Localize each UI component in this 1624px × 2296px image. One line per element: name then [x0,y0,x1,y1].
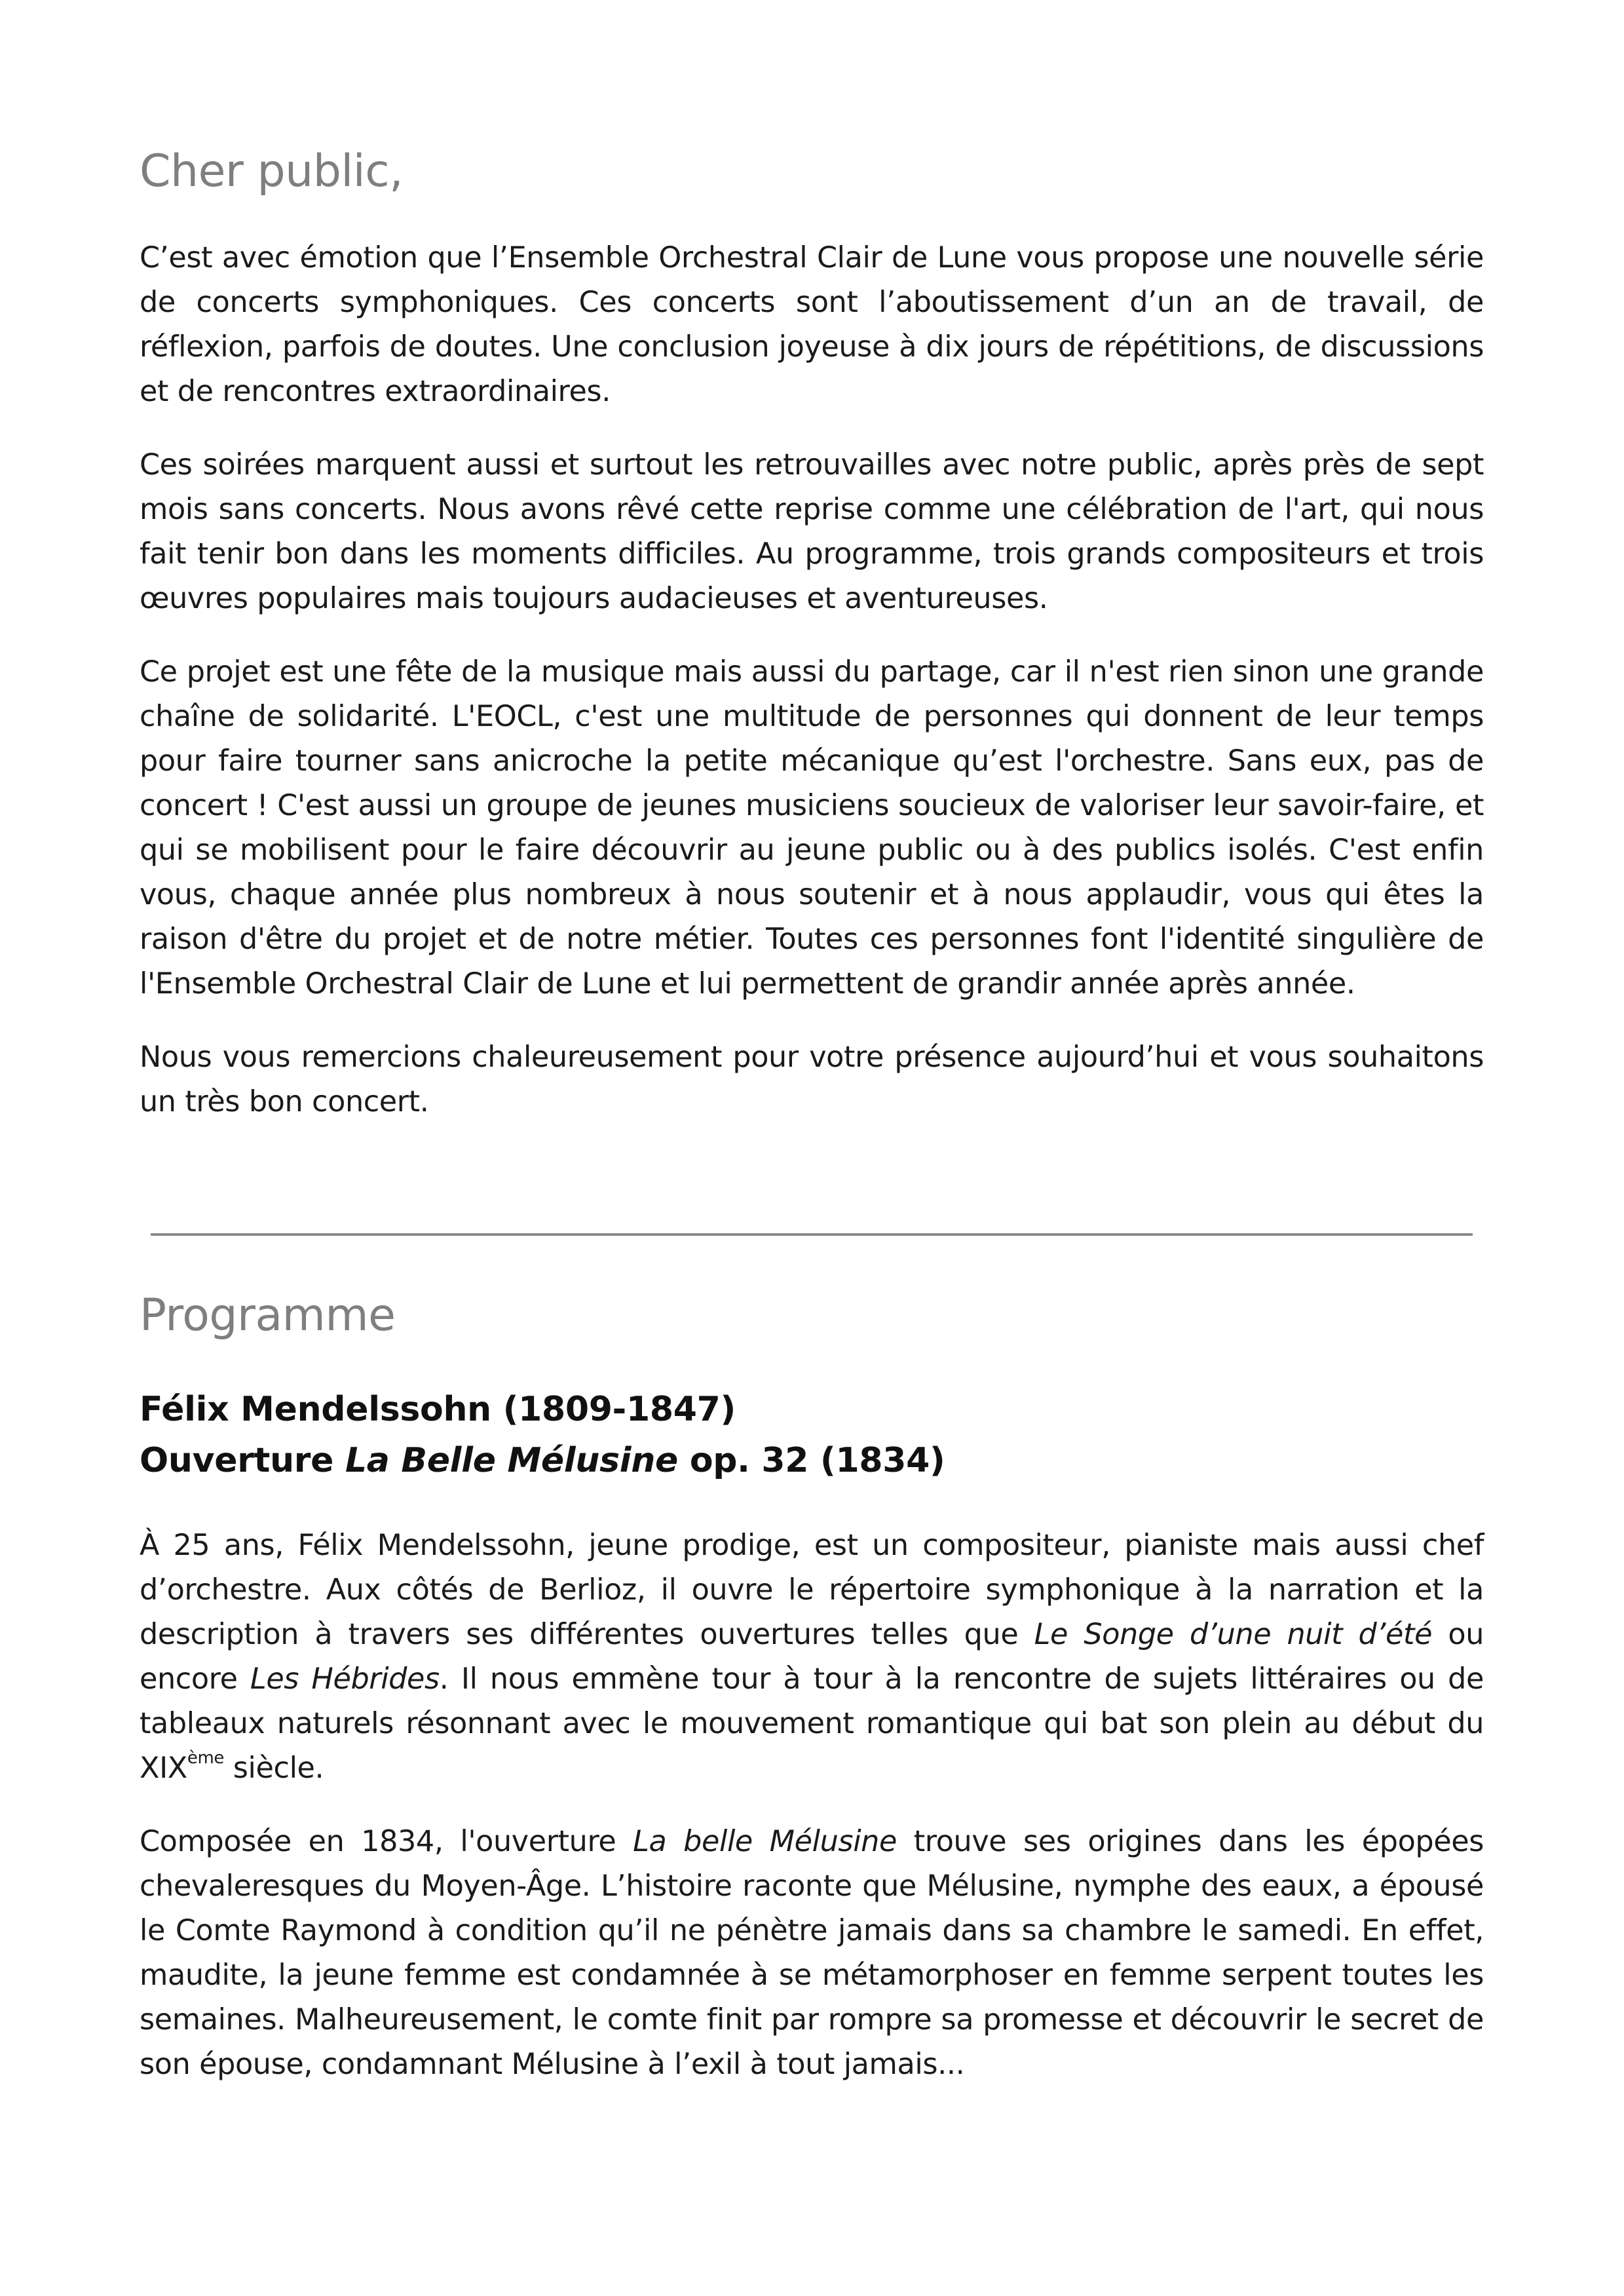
work-title: La Belle Mélusine [345,1441,679,1480]
composer-name: Félix Mendelssohn (1809-1847) [140,1390,736,1429]
piece-notes [140,1523,1484,2116]
notes-text: ou encore [140,1618,1484,1696]
section-divider [151,1233,1473,1236]
letter-greeting: Cher public, [140,145,404,197]
notes-text: . Il nous emmène tour à tour à la rencontre de sujets littéraires ou de tableaux naturels résonnant avec le mouvement romantique qui bat son plein au début du XIX [140,1662,1484,1785]
notes-text: siècle. [224,1751,324,1785]
letter-paragraph: Nous vous remercions chaleureusement pour votre présence aujourd’hui et vous souhaitons un très bon concert. [140,1041,1484,1119]
notes-superscript: ème [187,1748,225,1768]
notes-paragraph-1 [140,1523,1484,1791]
letter-paragraph: C’est avec émotion que l’Ensemble Orchestral Clair de Lune vous propose une nouvelle série de concerts symphoniques. Ces concerts sont l’aboutissement d’un an de travail, de réflexion, parfois de doutes. Une conclusion joyeuse à dix jours de répétitions, de discussions et de rencontres extraordinaires. [140,241,1484,408]
notes-italic: Le Songe d’une nuit d’été [1034,1618,1433,1651]
letter-body [140,236,1484,1153]
notes-text: trouve ses origines dans les épopées chevaleresques du Moyen-Âge. L’histoire raconte que Mélusine, nymphe des eaux, a épousé le Comte Raymond à condition qu’il ne pénètre jamais dans sa chambre le samedi. En effet, maudite, la jeune femme est condamnée à se métamorphoser en femme serpent toutes les semaines. Malheureusement, le comte finit par rompre sa promesse et découvrir le secret de son épouse, condamnant Mélusine à l’exil à tout jamais... [140,1825,1484,2081]
notes-italic: La belle Mélusine [633,1825,897,1858]
work-title-line [140,1435,1484,1486]
work-prefix: Ouverture [140,1441,345,1480]
letter-paragraph: Ce projet est une fête de la musique mais aussi du partage, car il n'est rien sinon une grande chaîne de solidarité. L'EOCL, c'est une multitude de personnes qui donnent de leur temps pour faire tourner sans anicroche la petite mécanique qu’est l'orchestre. Sans eux, pas de concert ! C'est aussi un groupe de jeunes musiciens soucieux de valoriser leur savoir-faire, et qui se mobilisent pour le faire découvrir au jeune public ou à des publics isolés. C'est enfin vous, chaque année plus nombreux à nous soutenir et à nous applaudir, vous qui êtes la raison d'être du projet et de notre métier. Toutes ces personnes font l'identité singulière de l'Ensemble Orchestral Clair de Lune et lui permettent de grandir année après année. [140,655,1484,1001]
notes-text: Composée en 1834, l'ouverture [140,1825,633,1858]
letter-paragraph: Ces soirées marquent aussi et surtout les retrouvailles avec notre public, après près de sept mois sans concerts. Nous avons rêvé cette reprise comme une célébration de l'art, qui nous fait tenir bon dans les moments difficiles. Au programme, trois grands compositeurs et trois œuvres populaires mais toujours audacieuses et aventureuses. [140,448,1484,615]
notes-paragraph-2 [140,1820,1484,2087]
notes-text: À 25 ans, Félix Mendelssohn, jeune prodige, est un compositeur, pianiste mais aussi chef d’orchestre. Aux côtés de Berlioz, il ouvre le répertoire symphonique à la narration et la description à travers ses différentes ouvertures telles que [140,1529,1484,1651]
piece-heading [140,1384,1484,1486]
work-suffix: op. 32 (1834) [678,1441,945,1480]
programme-title: Programme [140,1290,396,1341]
notes-italic: Les Hébrides [250,1662,440,1696]
